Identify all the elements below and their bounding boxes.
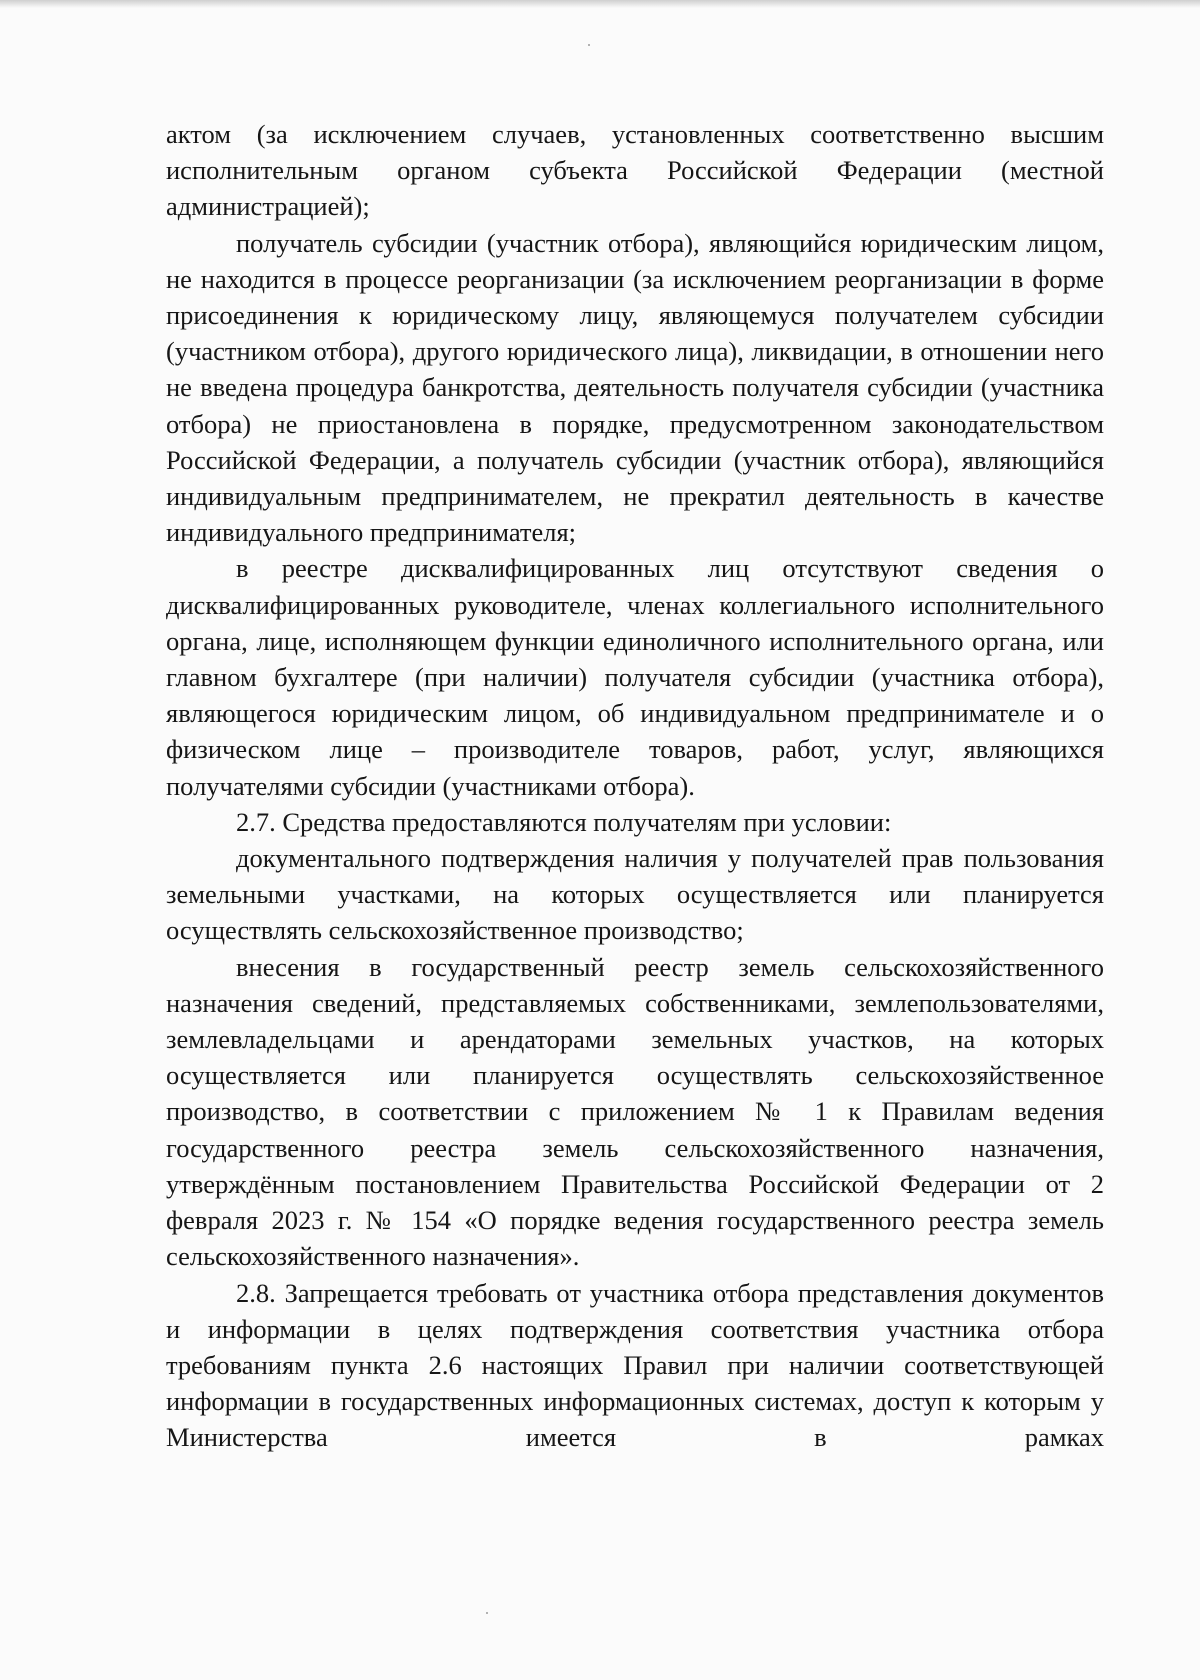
scan-speck	[588, 44, 590, 46]
paragraph-4: 2.7. Средства предоставляются получателям при условии:	[236, 806, 892, 837]
paragraph-5: документального подтверждения наличия у получателей прав пользования земельными участками, на которых осуществляется или планируется осуществлять сельскохозяйственное производство;	[166, 843, 1104, 946]
paragraph-3: в реестре дисквалифицированных лиц отсутствуют сведения о дисквалифицированных руководителе, членах коллегиального исполнительного органа, лице, исполняющем функции единоличного исполнительного органа, или главном бухгалтере (при наличии) получателя субсидии (участника отбора), являющегося юридическим лицом, об индивидуальном предпринимателе и о физическом лице – производителе товаров, работ, услуг, являющихся получателями субсидии (участниками отбора).	[166, 553, 1104, 801]
scan-top-edge	[0, 0, 1200, 8]
scan-speck	[486, 1612, 488, 1614]
paragraph-6: внесения в государственный реестр земель сельскохозяйственного назначения сведений, представляемых собственниками, землепользователями, землевладельцами и арендаторами земельных участков, на которых осуществляется или планируется осуществлять сельскохозяйственное производство, в соответствии с приложением № 1 к Правилам ведения государственного реестра земель сельскохозяйственного назначения, утверждённым постановлением Правительства Российской Федерации от 2 февраля 2023 г. № 154 «О порядке ведения государственного реестра земель сельскохозяйственного назначения».	[166, 951, 1104, 1272]
document-body	[166, 116, 1104, 1456]
paragraph-2: получатель субсидии (участник отбора), являющийся юридическим лицом, не находится в процессе реорганизации (за исключением реорганизации в форме присоединения к юридическому лицу, являющемуся получателем субсидии (участником отбора), другого юридического лица), ликвидации, в отношении него не введена процедура банкротства, деятельность получателя субсидии (участника отбора) не приостановлена в порядке, предусмотренном законодательством Российской Федерации, а получатель субсидии (участник отбора), являющийся индивидуальным предпринимателем, не прекратил деятельность в качестве индивидуального предпринимателя;	[166, 227, 1104, 548]
paragraph-7: 2.8. Запрещается требовать от участника отбора представления документов и информации в целях подтверждения соответствия участника отбора требованиям пункта 2.6 настоящих Правил при наличии соответствующей информации в государственных информационных системах, доступ к которым у Министерства имеется в рамках	[166, 1277, 1104, 1453]
paragraph-1: актом (за исключением случаев, установленных соответственно высшим исполнительным органом субъекта Российской Федерации (местной администрацией);	[166, 119, 1104, 222]
